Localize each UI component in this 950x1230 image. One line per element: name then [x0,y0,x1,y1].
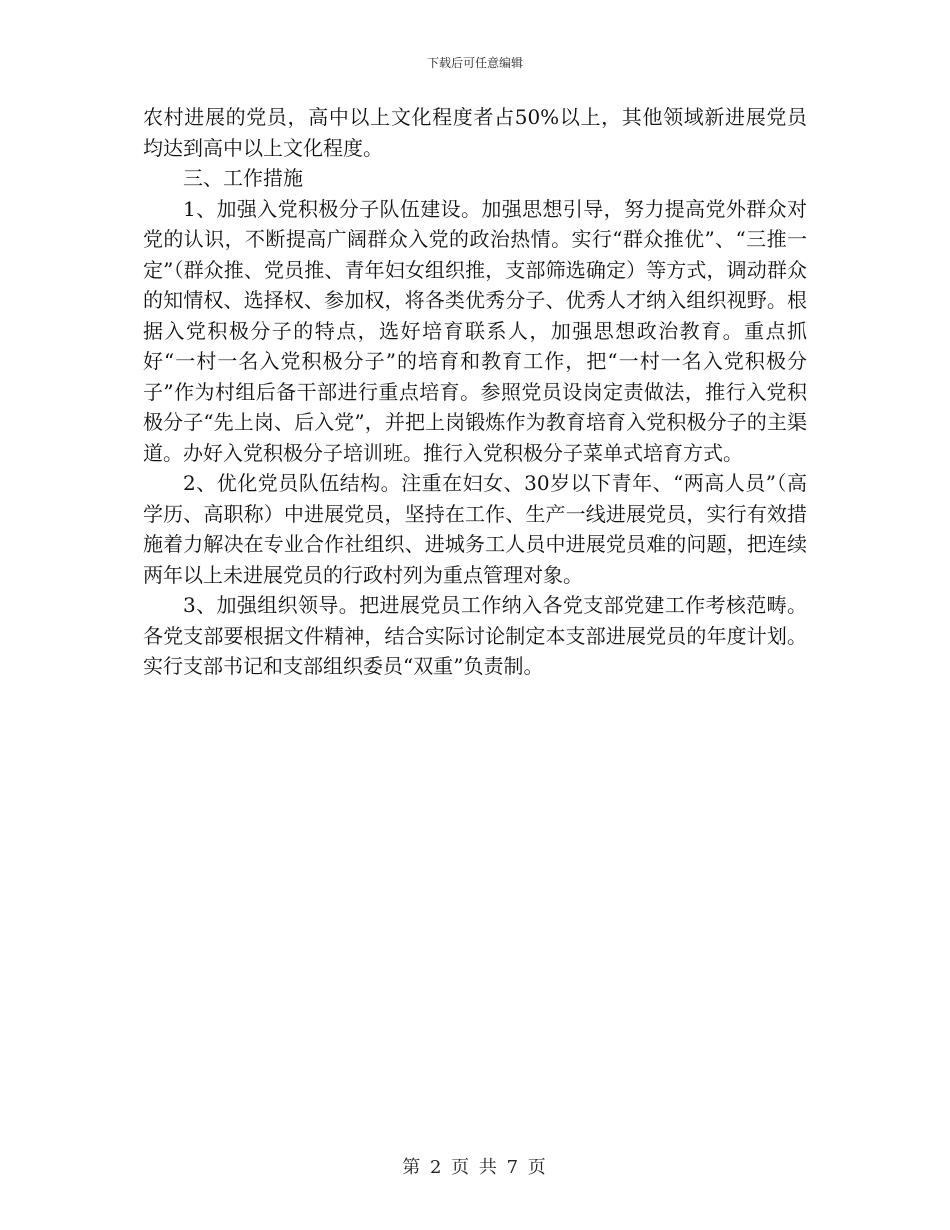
paragraph-continuation: 农村进展的党员，高中以上文化程度者占50%以上，其他领域新进展党员均达到高中以上文化程度。 [143,105,807,160]
paragraph-measure-3: 3、加强组织领导。把进展党员工作纳入各党支部党建工作考核范畴。各党支部要根据文件精神，结合实际讨论制定本支部进展党员的年度计划。实行支部书记和支部组织委员“双重”负责制。 [143,593,807,678]
document-body [143,102,807,682]
page-number: 第 2 页 共 7 页 [402,1157,548,1178]
paragraph-measure-2: 2、优化党员队伍结构。注重在妇女、30岁以下青年、“两高人员”（高学历、高职称）中进展党员，坚持在工作、生产一线进展党员，实行有效措施着力解决在专业合作社组织、进城务工人员中进展党员难的问题，把连续两年以上未进展党员的行政村列为重点管理对象。 [143,471,807,587]
page-header: 下载后可任意编辑 [426,56,523,70]
paragraph-measure-1: 1、加强入党积极分子队伍建设。加强思想引导，努力提高党外群众对党的认识，不断提高广阔群众入党的政治热情。实行“群众推优”、“三推一定”（群众推、党员推、青年妇女组织推，支部筛选确定）等方式，调动群众的知情权、选择权、参加权，将各类优秀分子、优秀人才纳入组织视野。根据入党积极分子的特点，选好培育联系人，加强思想政治教育。重点抓好“一村一名入党积极分子”的培育和教育工作，把“一村一名入党积极分子”作为村组后备干部进行重点培育。参照党员设岗定责做法，推行入党积极分子“先上岗、后入党”，并把上岗锻炼作为教育培育入党积极分子的主渠道。办好入党积极分子培训班。推行入党积极分子菜单式培育方式。 [143,196,807,465]
section-heading-work-measures: 三、工作措施 [183,166,303,190]
